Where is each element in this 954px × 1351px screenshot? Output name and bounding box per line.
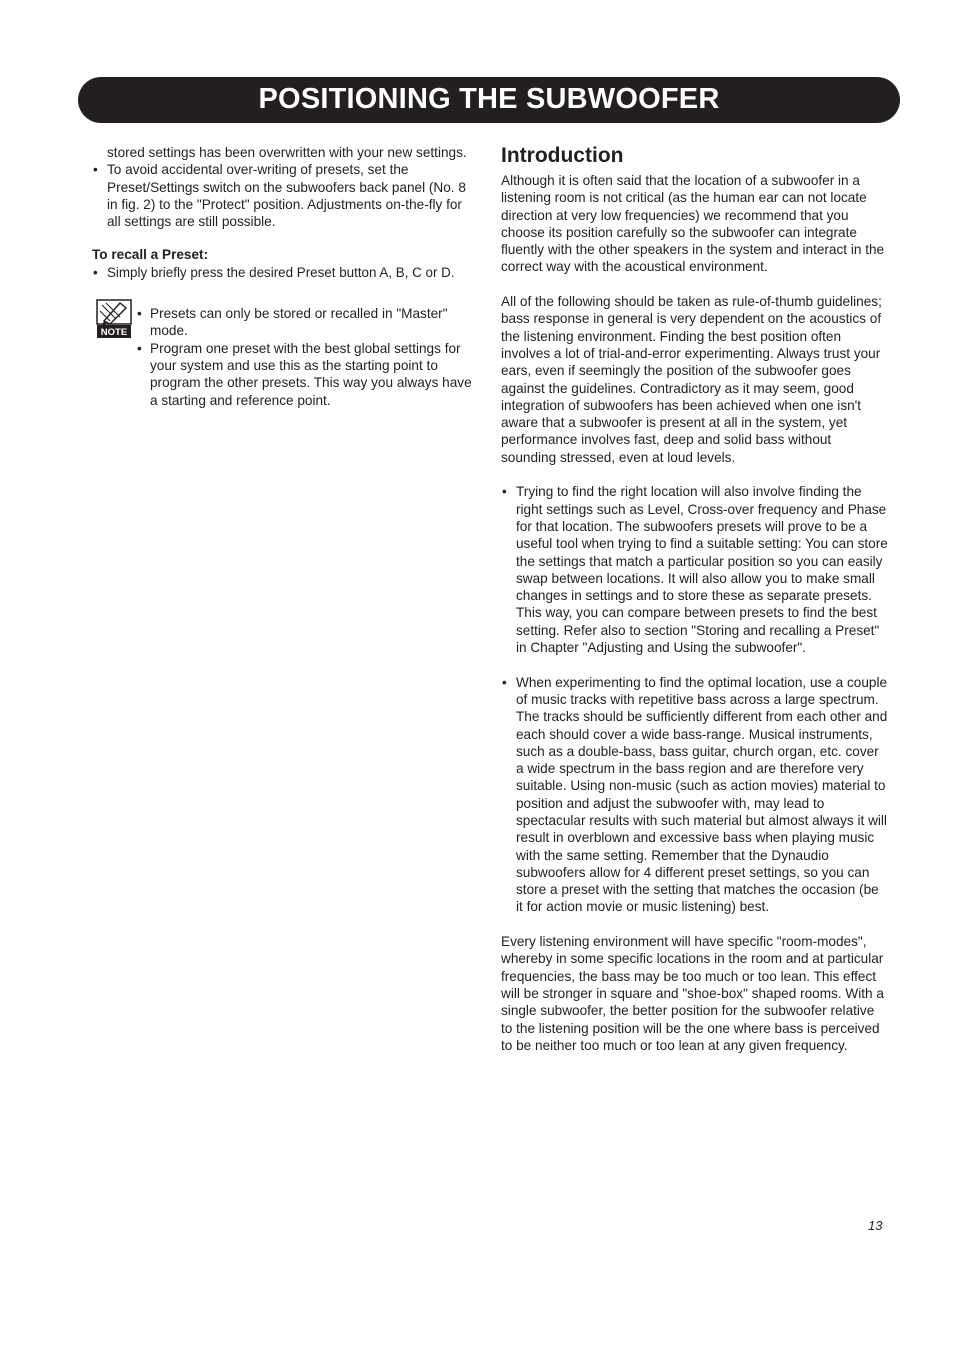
note-bullet-program: • Program one preset with the best global settings for your system and use this as the starting point to program the other presets. This way you always have a starting and reference point. <box>136 340 478 409</box>
page-number: 13 <box>868 1218 883 1233</box>
protect-bullet: • To avoid accidental over-writing of presets, set the Preset/Settings switch on the subwoofers back panel (No. 8 in fig. 2) to the "Protect" position. Adjustments on-the-fly for all settings are still possible. <box>92 161 478 230</box>
left-column <box>92 144 478 409</box>
note-bullet-master: • Presets can only be stored or recalled in "Master" mode. <box>136 305 478 340</box>
location-bullet: • Trying to find the right location will also involve finding the right settings such as Level, Cross-over frequency and Phase for that location. The subwoofers presets will prove to be a useful tool when trying to find a suitable setting: You can store the settings that match a particular position so you can easily swap between locations. It will also allow you to make small changes in settings and to store these as separate presets. This way, you can compare between presets to find the best setting. Refer also to section "Storing and recalling a Preset" in Chapter "Adjusting and Using the subwoofer". <box>501 483 889 656</box>
title-bar <box>78 77 900 123</box>
continuation-text: stored settings has been overwritten with your new settings. <box>107 145 467 160</box>
note-block <box>92 305 478 409</box>
section-heading: Introduction <box>501 144 624 167</box>
intro-paragraph-1: Although it is often said that the location of a subwoofer in a listening room is not critical (as the human ear can not locate direction at very low frequencies) we recommend that you choose its position carefully so the subwoofer can integrate fluently with the other speakers in the system and interact in the correct way with the acoustical environment. <box>501 173 885 275</box>
note-icon-label: NOTE <box>100 327 128 339</box>
page-title: POSITIONING THE SUBWOOFER <box>258 83 720 115</box>
intro-paragraph-2: All of the following should be taken as rule-of-thumb guidelines; bass response in general is very dependent on the acoustics of the listening environment. Finding the best position often involves a lot of trial-and-error experimenting. Always trust your ears, even if seemingly the position of the subwoofer goes against the guidelines. Contradictory as it may seem, good integration of subwoofers has been achieved when one isn't aware that a subwoofer is present at all in the system, yet performance involves fast, deep and solid bass without sounding stressed, even at loud levels. <box>501 294 882 465</box>
note-icon <box>96 299 132 339</box>
experiment-bullet: • When experimenting to find the optimal location, use a couple of music tracks with repetitive bass across a large spectrum. The tracks should be sufficiently different from each other and each should cover a wide bass-range. Musical instruments, such as a double-bass, bass guitar, church organ, etc. cover a wide spectrum in the bass region and are therefore very suitable. Using non-music (such as action movies) material to position and adjust the subwoofer with, may lead to spectacular results with such material but almost always it will result in overblown and excessive bass when playing music with the same setting. Remember that the Dynaudio subwoofers allow for 4 different preset settings, so you can store a preset with the setting that matches the occasion (be it for action movie or music listening) best. <box>501 674 889 916</box>
right-column <box>501 144 889 1054</box>
recall-heading: To recall a Preset: <box>92 247 209 263</box>
note-list <box>136 305 478 409</box>
room-modes-paragraph: Every listening environment will have specific "room-modes", whereby in some specific locations in the room and at particular frequencies, the bass may be too much or too lean. This effect will be stronger in square and "shoe-box" shaped rooms. With a single subwoofer, the better position for the subwoofer relative to the listening position will be the one where bass is perceived to be neither too much or too lean at any given frequency. <box>501 934 884 1053</box>
recall-bullet: • Simply briefly press the desired Preset button A, B, C or D. <box>92 264 478 281</box>
